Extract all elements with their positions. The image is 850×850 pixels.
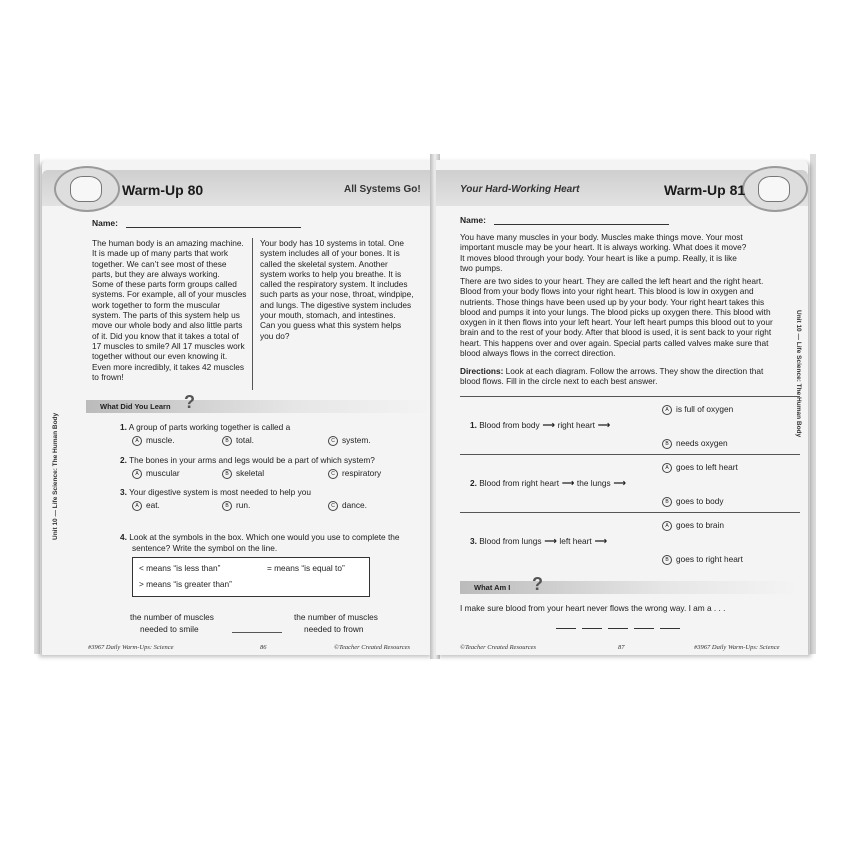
arrow-icon: ⟶ xyxy=(562,478,574,488)
name-label: Name: xyxy=(92,218,118,228)
answer-bubble-icon: A xyxy=(132,501,142,511)
answer-option[interactable] xyxy=(222,435,254,446)
text-line: Blood from your body flows into your right heart. This blood is low in oxygen and xyxy=(460,286,754,297)
right-footer-publisher: ©Teacher Created Resources xyxy=(460,644,537,651)
text-line: Some of these parts form groups called xyxy=(92,279,237,290)
text-line: together. We can’t see most of these xyxy=(92,258,227,269)
letter-blank[interactable] xyxy=(634,628,654,629)
text-line: There are two sides to your heart. They are called the left heart and the right heart. xyxy=(460,276,764,286)
text-line: called the skeletal system. Another xyxy=(260,258,388,269)
question-text: A group of parts working together is called a xyxy=(128,422,291,432)
answer-text: run. xyxy=(236,500,251,510)
text-line: to frown! xyxy=(92,371,124,382)
answer-bubble-icon: B xyxy=(662,439,672,449)
left-name-row xyxy=(92,218,301,228)
answer-bubble-icon: B xyxy=(222,436,232,446)
answer-option[interactable] xyxy=(662,554,743,565)
right-page-number: 87 xyxy=(618,644,625,651)
question-mark-icon: ? xyxy=(532,574,543,594)
intro-paragraph xyxy=(460,232,800,273)
answer-text: goes to body xyxy=(676,496,724,506)
phrase-smile-2: needed to smile xyxy=(140,624,199,634)
kids-mascot-icon xyxy=(54,166,120,212)
left-page-title: Warm-Up 80 xyxy=(122,182,204,198)
name-line xyxy=(494,224,669,225)
text-line: move our whole body and also little parts xyxy=(92,320,243,331)
text-line: your mouth, stomach, and intestines. xyxy=(260,310,396,321)
answer-bubble-icon: B xyxy=(222,501,232,511)
answer-option[interactable] xyxy=(662,496,724,507)
right-page xyxy=(436,160,808,655)
name-line xyxy=(126,227,301,228)
answer-option[interactable] xyxy=(328,435,371,446)
letter-blank[interactable] xyxy=(608,628,628,629)
question-number: 2. xyxy=(120,455,127,465)
answer-bubble-icon: A xyxy=(132,469,142,479)
text-line: important muscle may be your heart. It is always working. What does it move? xyxy=(460,242,747,253)
question-number: 1. xyxy=(120,422,127,432)
answer-option[interactable] xyxy=(662,438,728,449)
answer-text: needs oxygen xyxy=(676,438,728,448)
answer-text: dance. xyxy=(342,500,367,510)
answer-text: respiratory xyxy=(342,468,382,478)
directions-label: Directions: xyxy=(460,366,504,376)
text-line: of it. Did you know that it takes a total of xyxy=(92,330,239,341)
answer-option[interactable] xyxy=(132,468,180,479)
text-line: Can you guess what this system helps xyxy=(260,320,402,331)
directions-line1: Look at each diagram. Follow the arrows. They show the direction that xyxy=(505,366,764,376)
open-workbook xyxy=(30,150,820,662)
directions-line2: blood flows. Fill in the circle next to each best answer. xyxy=(460,376,658,387)
answer-bubble-icon: C xyxy=(328,501,338,511)
answer-text: goes to right heart xyxy=(676,554,743,564)
answer-bubble-icon: A xyxy=(662,405,672,415)
left-unit-sidebar: Unit 10 — Life Science: The Human Body xyxy=(52,412,59,540)
question-3 xyxy=(120,487,311,497)
text-line: It is made up of many parts that work xyxy=(92,248,229,259)
question-text: The bones in your arms and legs would be a part of which system? xyxy=(129,455,375,465)
text-line: heart. This happens over and over again. Special parts called valves make sure that xyxy=(460,337,769,348)
left-page-subtitle: All Systems Go! xyxy=(344,184,421,195)
text-line: blood always flows in the correct direction. xyxy=(460,348,616,359)
text-line: called the respiratory system. It includes xyxy=(260,279,408,290)
section-label: What Am I xyxy=(474,583,511,592)
arrow-icon: ⟶ xyxy=(542,420,555,430)
text-line: It moves blood through your body. Your heart is like a pump. Really, it is like xyxy=(460,252,737,263)
text-line: system includes all of your bones. It is xyxy=(260,248,400,259)
answer-text: goes to brain xyxy=(676,520,724,530)
letter-blank[interactable] xyxy=(660,628,680,629)
question-mark-icon: ? xyxy=(184,392,195,412)
left-footer-title: #3967 Daily Warm-Ups: Science xyxy=(88,644,174,651)
answer-text: goes to left heart xyxy=(676,462,738,472)
question-4-number: 4. xyxy=(120,532,127,542)
answer-option[interactable] xyxy=(662,404,733,415)
left-footer-publisher: ©Teacher Created Resources xyxy=(334,644,411,651)
answer-option[interactable] xyxy=(132,500,160,511)
diagram-start: Blood from body xyxy=(479,420,540,430)
answer-text: muscular xyxy=(146,468,180,478)
answer-option[interactable] xyxy=(132,435,175,446)
diagram-number: 2. xyxy=(470,478,477,488)
text-line: system. The parts of this system help us xyxy=(92,310,240,321)
diagram-middle: left heart xyxy=(559,536,592,546)
question-4-line1: Look at the symbols in the box. Which one would you use to complete the xyxy=(129,532,400,542)
answer-bubble-icon: C xyxy=(328,469,338,479)
kids-mascot-icon xyxy=(742,166,808,212)
answer-bubble-icon: B xyxy=(662,555,672,565)
text-line: two pumps. xyxy=(460,262,503,273)
what-did-you-learn-band xyxy=(86,400,434,413)
answer-bubble-icon: A xyxy=(132,436,142,446)
diagram-middle: right heart xyxy=(557,420,595,430)
arrow-icon: ⟶ xyxy=(597,420,610,430)
answer-bubble-icon: A xyxy=(662,463,672,473)
text-line: systems. For example, all of your muscles xyxy=(92,289,247,300)
text-line: Your body has 10 systems in total. One xyxy=(260,238,405,248)
heart-paragraph xyxy=(460,276,800,358)
directions xyxy=(460,366,800,387)
left-page-number: 86 xyxy=(260,644,267,651)
text-line: The human body is an amazing machine. xyxy=(92,238,244,248)
right-footer-title: #3967 Daily Warm-Ups: Science xyxy=(694,644,780,651)
text-line: oxygen in it then flows into your left heart. Your left heart pumps this blood out to your xyxy=(460,317,773,328)
column-divider xyxy=(252,238,253,390)
answer-text: system. xyxy=(342,435,371,445)
symbol-box xyxy=(132,557,370,597)
diagram-rule xyxy=(460,512,800,513)
answer-bubble-icon: B xyxy=(662,497,672,507)
right-page-edges xyxy=(810,154,816,654)
text-line: you do? xyxy=(260,330,290,341)
arrow-icon: ⟶ xyxy=(594,536,607,546)
diagram-start: Blood from right heart xyxy=(479,478,560,488)
arrow-icon: ⟶ xyxy=(544,536,557,546)
section-label: What Did You Learn xyxy=(100,402,171,411)
letter-blank[interactable] xyxy=(582,628,602,629)
right-unit-sidebar: Unit 10 — Life Science: The Human Body xyxy=(795,310,802,438)
right-page-title: Warm-Up 81 xyxy=(664,182,746,198)
answer-bubble-icon: A xyxy=(662,521,672,531)
answer-text: skeletal xyxy=(236,468,265,478)
left-page-edges xyxy=(34,154,40,654)
answer-text: muscle. xyxy=(146,435,175,445)
text-line: system works to help you breathe. It is xyxy=(260,268,402,279)
text-line: 17 muscles to smile? All 17 muscles work xyxy=(92,340,245,351)
diagram-middle: the lungs xyxy=(576,478,611,488)
text-line: You have many muscles in your body. Muscles make things move. Your most xyxy=(460,232,743,242)
diagram-number: 1. xyxy=(470,420,477,430)
answer-text: eat. xyxy=(146,500,160,510)
text-line: such parts as your nose, throat, windpipe, xyxy=(260,289,414,300)
diagram-1 xyxy=(470,420,613,430)
question-4-line2: sentence? Write the symbol on the line. xyxy=(132,543,278,553)
answer-option[interactable] xyxy=(328,500,367,511)
text-line: parts, but they are always working. xyxy=(92,268,220,279)
right-name-row xyxy=(460,215,669,225)
phrase-frown-2: needed to frown xyxy=(304,624,364,634)
diagram-3 xyxy=(470,536,610,546)
diagram-start: Blood from lungs xyxy=(479,536,542,546)
answer-option[interactable] xyxy=(222,500,250,511)
arrow-icon: ⟶ xyxy=(613,478,626,488)
answer-text: total. xyxy=(236,435,254,445)
question-1 xyxy=(120,422,290,432)
text-line: Even more incredibly, it takes 42 muscles xyxy=(92,361,245,372)
riddle-text: I make sure blood from your heart never flows the wrong way. I am a . . . xyxy=(460,603,726,613)
text-line: nutrients. Those things have been used up by your body. Your right heart takes this xyxy=(460,296,765,307)
text-line: work together to form the muscular xyxy=(92,299,221,310)
left-column-text xyxy=(92,238,272,382)
text-line: blood and pumps it into your lungs. The blood picks up oxygen there. This blood with xyxy=(460,306,771,317)
question-4 xyxy=(120,532,400,542)
answer-line[interactable] xyxy=(232,632,282,633)
diagram-2 xyxy=(470,478,629,488)
answer-bubble-icon: B xyxy=(222,469,232,479)
question-text: Your digestive system is most needed to help you xyxy=(129,487,311,497)
right-page-subtitle: Your Hard-Working Heart xyxy=(460,184,580,195)
answer-option[interactable] xyxy=(328,468,381,479)
symbol-greater-than: > means “is greater than” xyxy=(139,579,232,589)
diagram-rule xyxy=(460,396,800,397)
letter-blank[interactable] xyxy=(556,628,576,629)
answer-text: is full of oxygen xyxy=(676,404,734,414)
diagram-number: 3. xyxy=(470,536,477,546)
right-column-text xyxy=(260,238,435,341)
symbol-equal-to: = means “is equal to” xyxy=(267,563,345,573)
question-number: 3. xyxy=(120,487,127,497)
phrase-smile-1: the number of muscles xyxy=(130,612,214,622)
phrase-frown-1: the number of muscles xyxy=(294,612,378,622)
left-page xyxy=(42,160,434,655)
answer-option[interactable] xyxy=(222,468,264,479)
question-2 xyxy=(120,455,375,465)
answer-option[interactable] xyxy=(662,462,738,473)
text-line: brain and to the rest of your body. After that blood is used, it is sent back to your right xyxy=(460,327,772,338)
what-am-i-band xyxy=(460,581,800,594)
text-line: and lungs. The digestive system includes xyxy=(260,299,412,310)
answer-bubble-icon: C xyxy=(328,436,338,446)
text-line: together without our even knowing it. xyxy=(92,351,228,362)
symbol-less-than: < means “is less than” xyxy=(139,563,221,573)
name-label: Name: xyxy=(460,215,486,225)
answer-option[interactable] xyxy=(662,520,724,531)
diagram-rule xyxy=(460,454,800,455)
